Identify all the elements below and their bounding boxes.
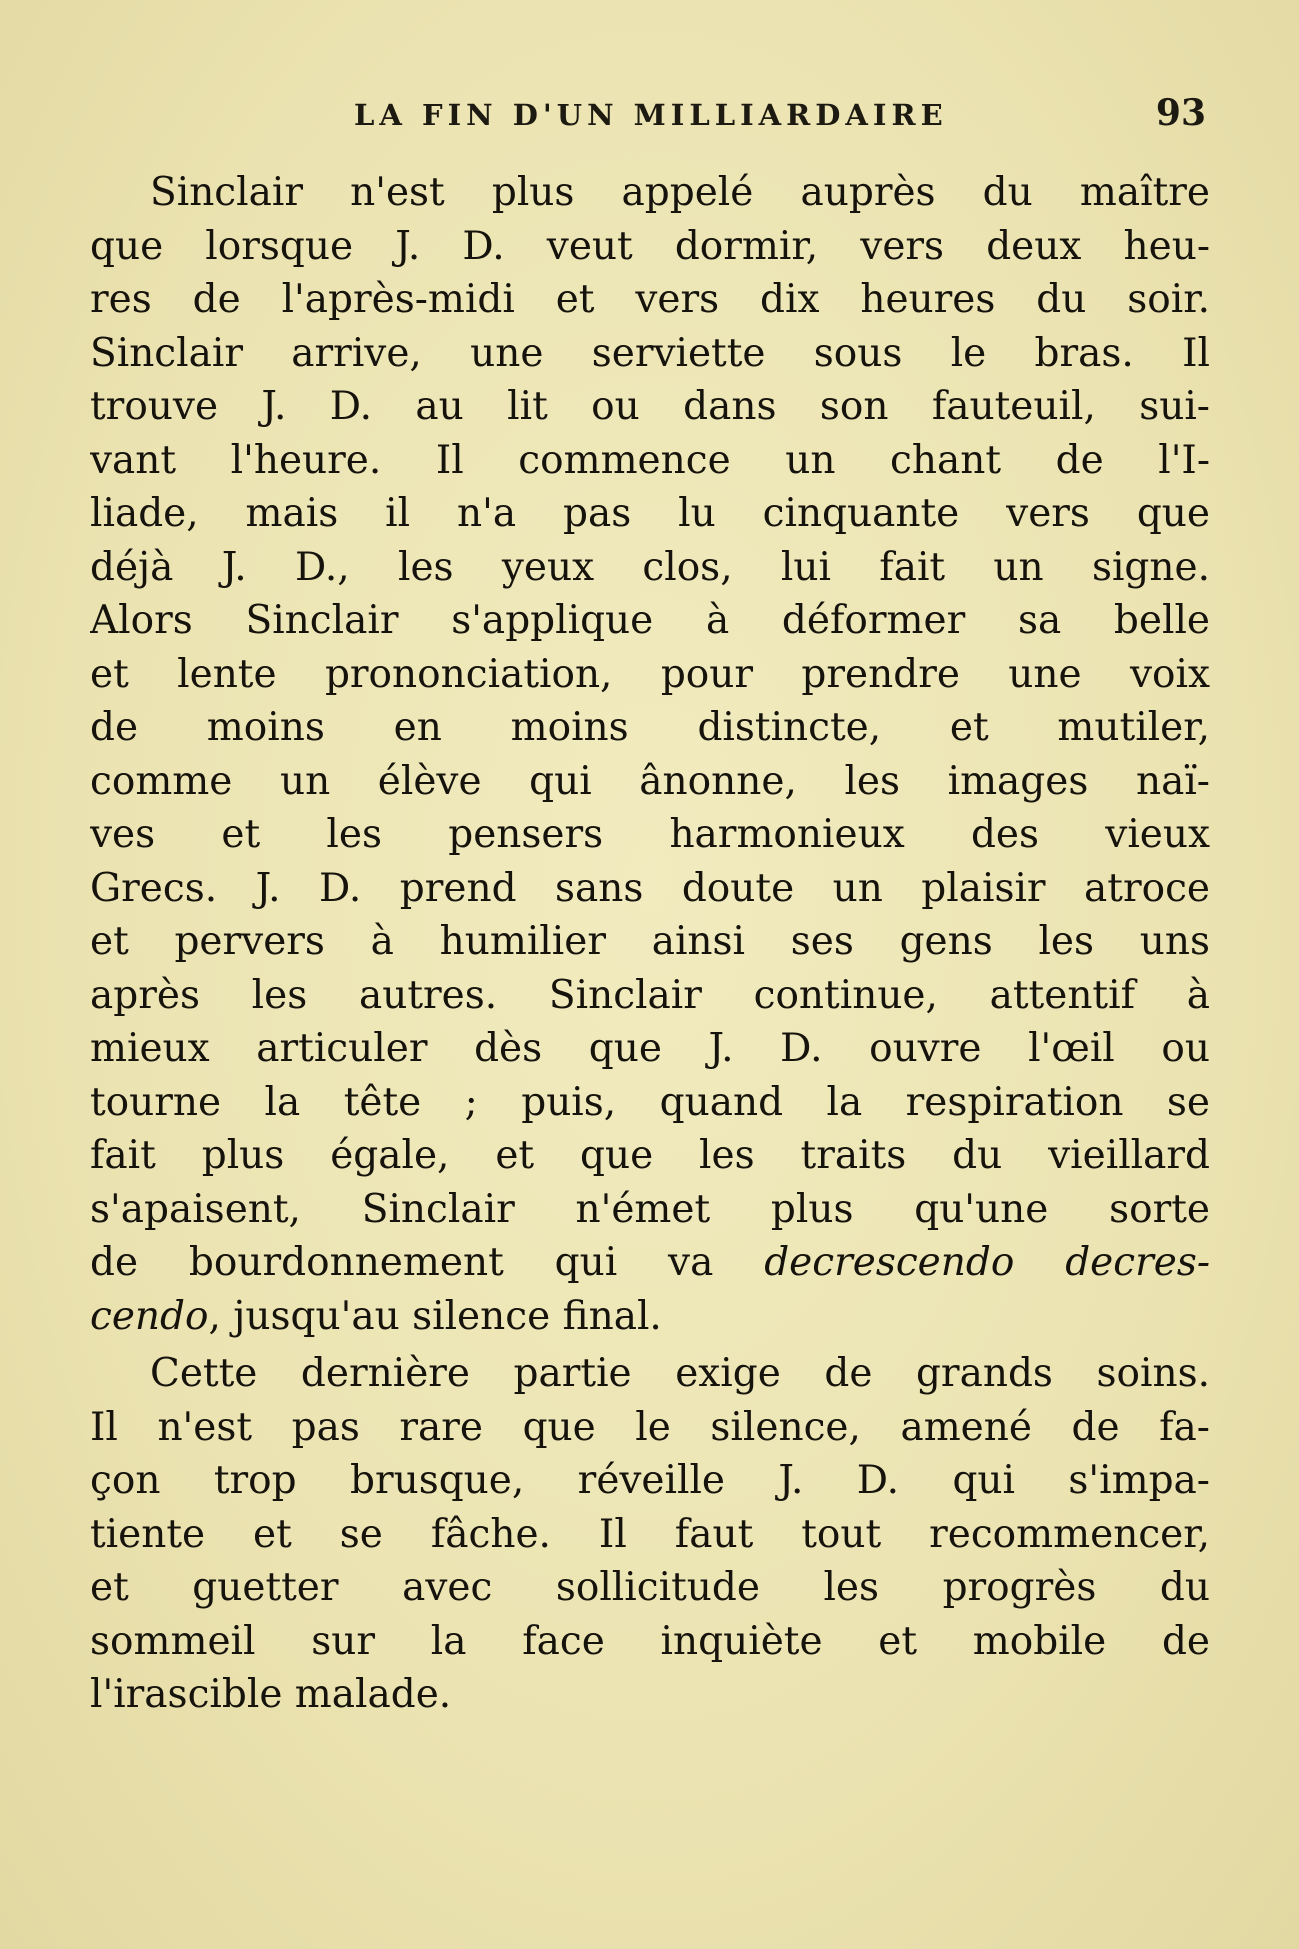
text-line: çon trop brusque, réveille J. D. qui s'impa- — [90, 1458, 1210, 1503]
text-run: de bourdonnement qui va — [90, 1240, 765, 1285]
text-line: et lente prononciation, pour prendre une voix — [90, 651, 1210, 697]
text-line: que lorsque J. D. veut dormir, vers deux heu- — [90, 223, 1210, 269]
text-line: tourne la tête ; puis, quand la respiration se — [90, 1079, 1210, 1125]
text-line: mieux articuler dès que J. D. ouvre l'œil ou — [90, 1026, 1210, 1071]
body-text — [90, 166, 1210, 1722]
text-line: de moins en moins distincte, et mutiler, — [90, 705, 1210, 750]
running-head — [92, 92, 1212, 142]
text-line: liade, mais il n'a pas lu cinquante vers que — [90, 491, 1210, 536]
text-line: Sinclair n'est plus appelé auprès du maître — [150, 170, 1210, 215]
text-line: Cette dernière partie exige de grands soins. — [150, 1351, 1210, 1396]
italic-term: decrescendo decres- — [764, 1240, 1210, 1285]
text-line: déjà J. D., les yeux clos, lui fait un signe. — [90, 544, 1210, 590]
paragraph-2 — [90, 1347, 1210, 1722]
text-line: ves et les pensers harmonieux des vieux — [90, 812, 1210, 857]
text-line: Grecs. J. D. prend sans doute un plaisir atroce — [90, 865, 1210, 911]
text-line: et pervers à humilier ainsi ses gens les uns — [90, 919, 1210, 964]
text-run: , jusqu'au silence final. — [208, 1293, 662, 1339]
text-line: sommeil sur la face inquiète et mobile de — [90, 1618, 1210, 1664]
text-line: Il n'est pas rare que le silence, amené de fa- — [90, 1404, 1210, 1450]
paragraph-1 — [90, 166, 1210, 1343]
running-title: LA FIN D'UN MILLIARDAIRE — [354, 98, 948, 132]
text-line: Alors Sinclair s'applique à déformer sa belle — [90, 598, 1210, 643]
text-line: trouve J. D. au lit ou dans son fauteuil, sui- — [90, 384, 1210, 429]
text-line: tiente et se fâche. Il faut tout recommencer, — [90, 1511, 1210, 1557]
text-line: comme un élève qui ânonne, les images naï- — [90, 758, 1210, 804]
text-line: et guetter avec sollicitude les progrès du — [90, 1565, 1210, 1610]
text-line: vant l'heure. Il commence un chant de l'I- — [90, 437, 1210, 483]
italic-term: cendo — [90, 1293, 209, 1339]
text-line: Sinclair arrive, une serviette sous le bras. Il — [90, 330, 1210, 376]
text-line: s'apaisent, Sinclair n'émet plus qu'une sorte — [90, 1186, 1210, 1232]
text-line — [90, 1290, 1210, 1344]
text-line: fait plus égale, et que les traits du vieillard — [90, 1133, 1210, 1178]
text-line: res de l'après-midi et vers dix heures du soir. — [90, 277, 1210, 322]
text-line — [90, 1236, 1210, 1290]
text-line: après les autres. Sinclair continue, attentif à — [90, 972, 1210, 1018]
text-line: l'irascible malade. — [90, 1672, 452, 1717]
page-number: 93 — [1155, 92, 1206, 134]
